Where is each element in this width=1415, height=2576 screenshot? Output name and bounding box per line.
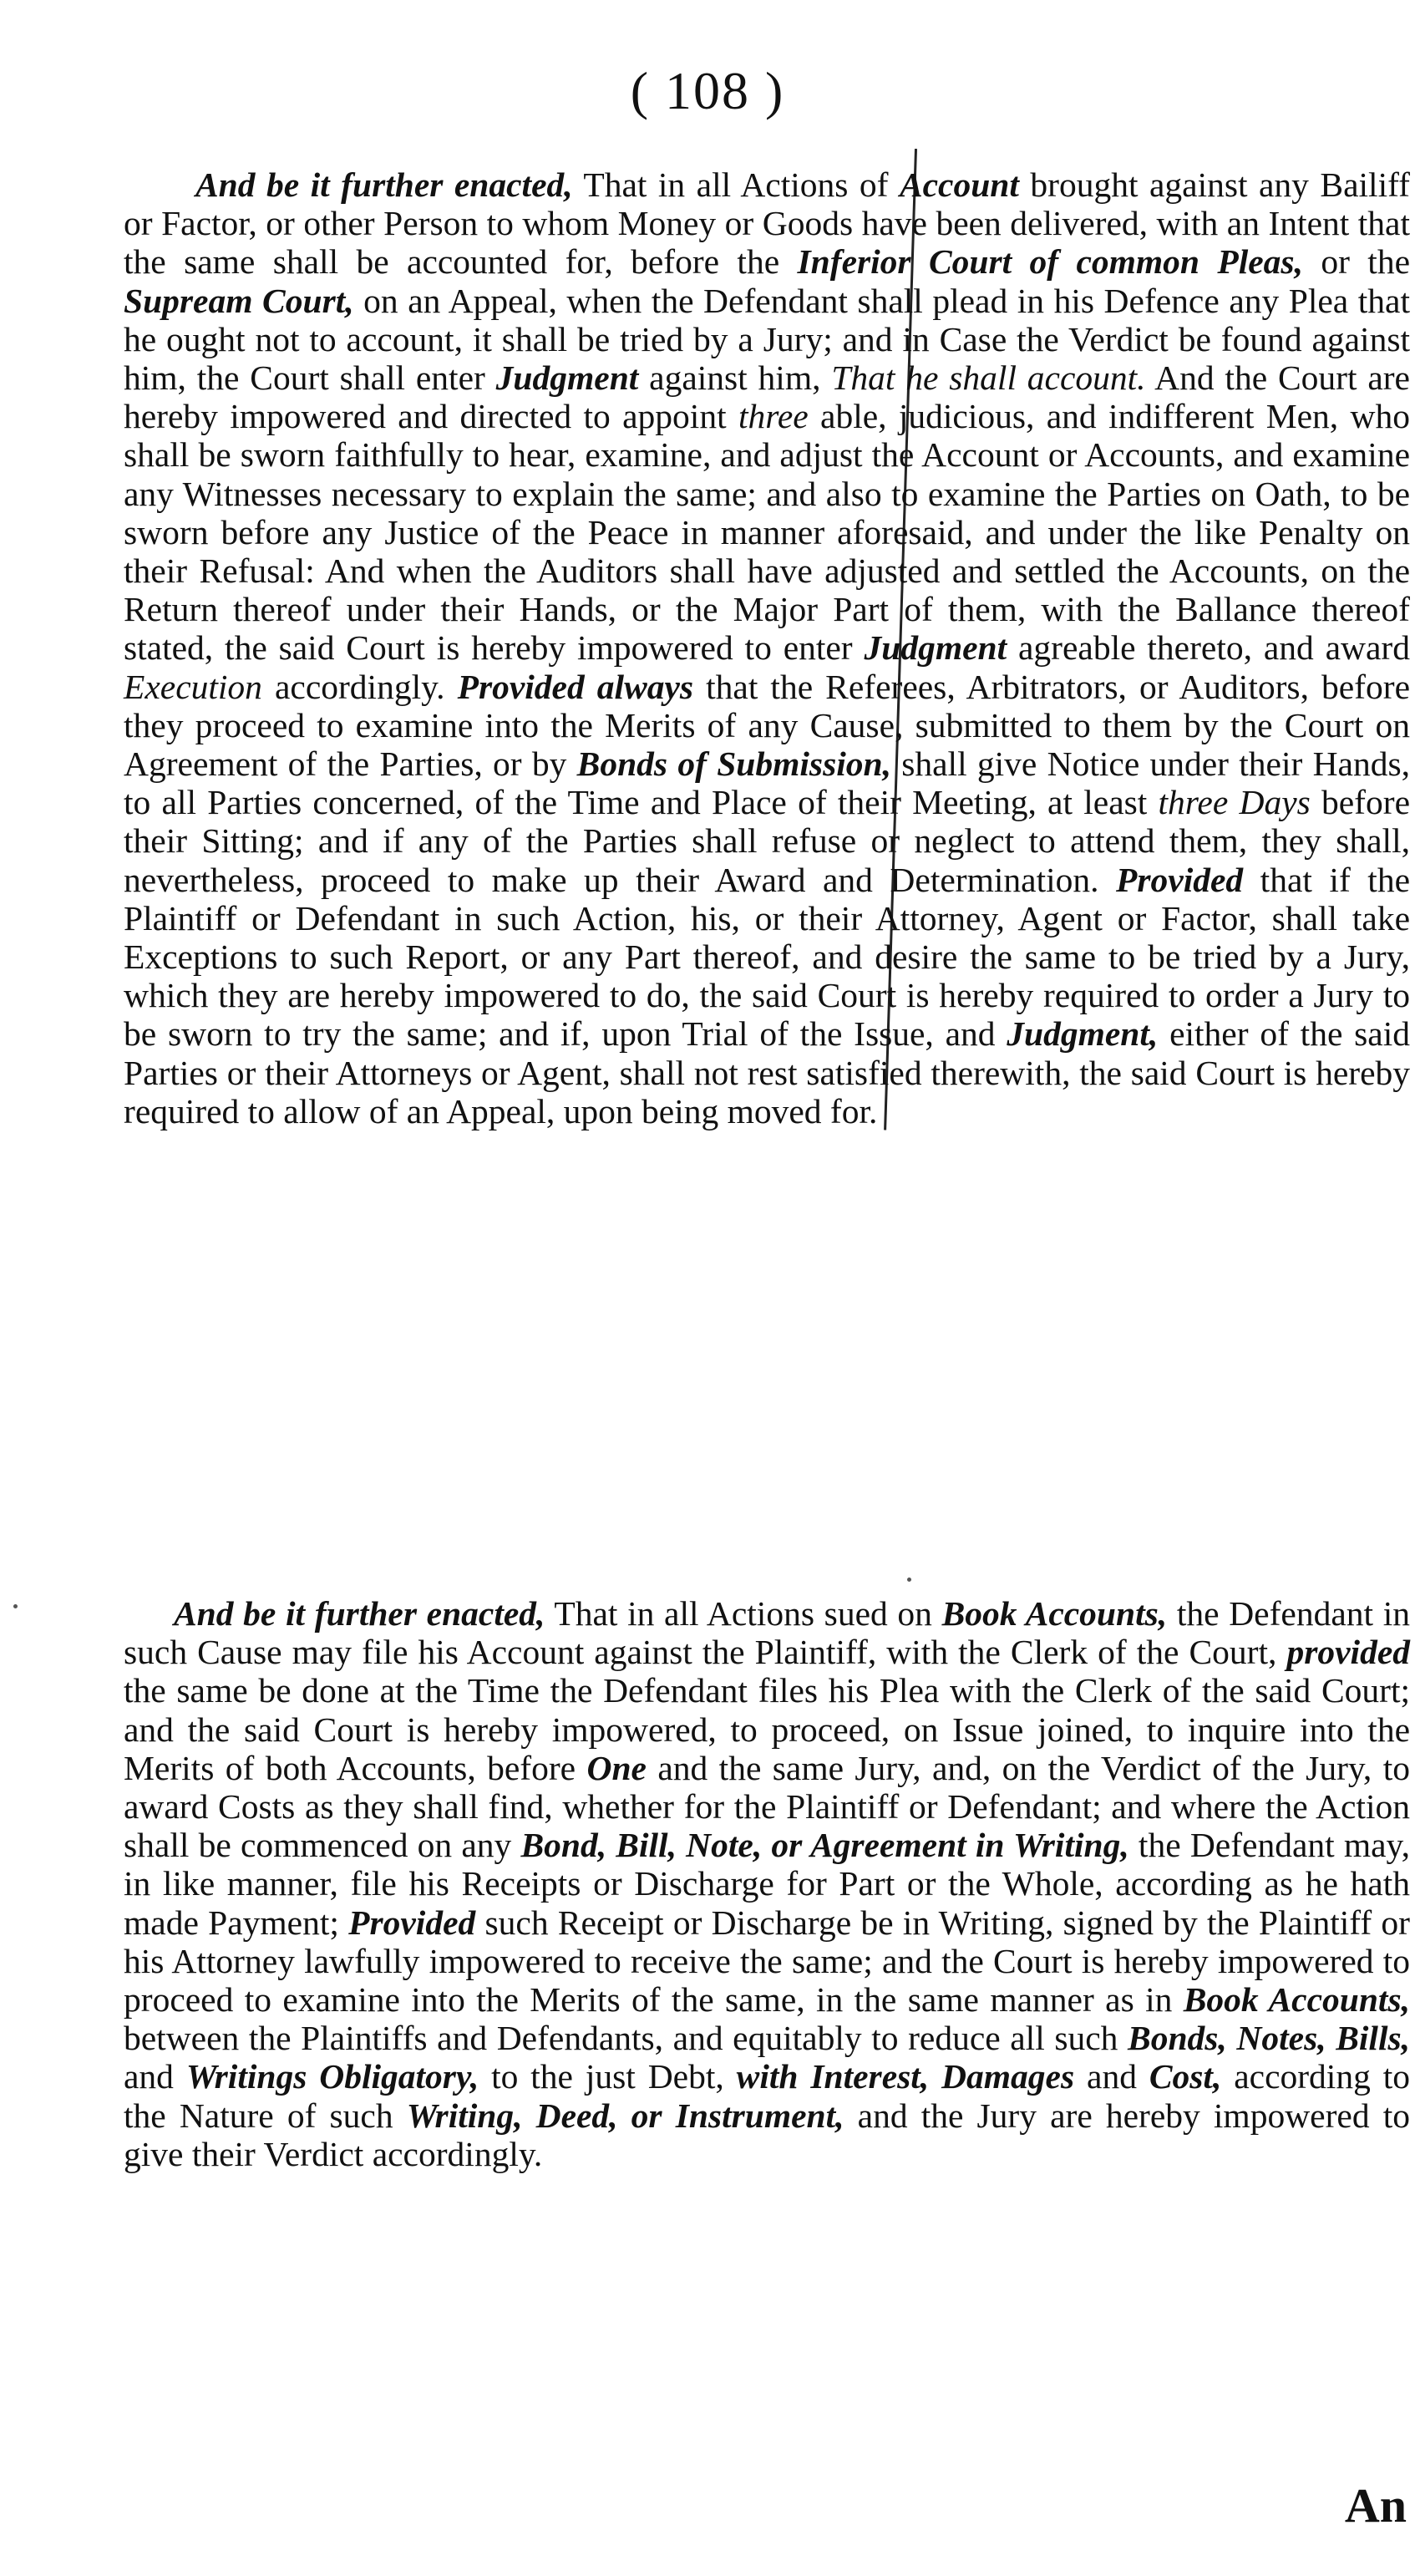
page-number: ( 108 ) xyxy=(630,61,785,120)
paragraph-account-actions: And be it further enacted, That in all Actions of Account brought against any Bailiff or Factor, or other Person to whom Money or Goods have been delivered, with an Intent that the same shall be accounted for, before the Inferior Court of common Pleas, or the Supream Court, on an Appeal, when the Defendant shall plead in his Defence any Plea that he ought not to account, it shall be tried by a Jury; and in Case the Verdict be found against him, the Court shall enter Judgment against him, That he shall account. And the Court are hereby impowered and directed to appoint three able, judicious, and indifferent Men, who shall be sworn faithfully to hear, examine, and adjust the Account or Accounts, and examine any Witnesses necessary to explain the same; and also to examine the Parties on Oath, to be sworn before any Justice of the Peace in manner aforesaid, and under the like Penalty on their Refusal: And when the Auditors shall have adjusted and settled the Accounts, on the Return thereof under their Hands, or the Major Part of them, with the Ballance thereof stated, the said Court is hereby impowered to enter Judgment agreable thereto, and award Execution accordingly. Provided always that the Referees, Arbitrators, or Auditors, before they proceed to examine into the Merits of any Cause, submitted to them by the Court on Agreement of the Parties, or by Bonds of Submission, shall give Notice under their Hands, to all Parties concerned, of the Time and Place of their Meeting, at least three Days before their Sitting; and if any of the Parties shall refuse or neglect to attend them, they shall, nevertheless, proceed to make up their Award and Determination. Provided that if the Plaintiff or Defendant in such Action, his, or their Attorney, Agent or Factor, shall take Exceptions to such Report, or any Part thereof, and desire the same to be tried by a Jury, which they are hereby impowered to do, the said Court is hereby required to order a Jury to be sworn to try the same; and if, upon Trial of the Issue, and Judgment, either of the said Parties or their Attorneys or Agent, shall not rest satisfied therewith, the said Court is hereby required to allow of an Appeal, upon being moved for. xyxy=(124,165,1411,1130)
ink-speck xyxy=(907,1578,911,1582)
paragraph-book-accounts: And be it further enacted, That in all Actions sued on Book Accounts, the Defendant in such Cause may file his Account against the Plaintiff, with the Clerk of the Court, provided the same be done at the Time the Defendant files his Plea with the Clerk of the said Court; and the said Court is hereby impowered, to proceed, on Issue joined, to inquire into the Merits of both Accounts, before One and the same Jury, and, on the Verdict of the Jury, to award Costs as they shall find, whether for the Plaintiff or Defendant; and where the Action shall be commenced on any Bond, Bill, Note, or Agreement in Writing, the Defendant may, in like manner, file his Receipts or Discharge for Part or the Whole, according as he hath made Payment; Provided such Receipt or Discharge be in Writing, signed by the Plaintiff or his Attorney lawfully impowered to receive the same; and the Court is hereby impowered to proceed to examine into the Merits of the same, in the same manner as in Book Accounts, between the Plaintiffs and Defendants, and equitably to reduce all such Bonds, Notes, Bills, and Writings Obligatory, to the just Debt, with Interest, Damages and Cost, according to the Nature of such Writing, Deed, or Instrument, and the Jury are hereby impowered to give their Verdict accordingly. xyxy=(124,1594,1411,2173)
ink-speck xyxy=(13,1604,18,1608)
enacting-clause: And be it further enacted, xyxy=(174,1594,545,1633)
catchword: An xyxy=(1344,2478,1407,2533)
enacting-clause: And be it further enacted, xyxy=(195,165,573,204)
